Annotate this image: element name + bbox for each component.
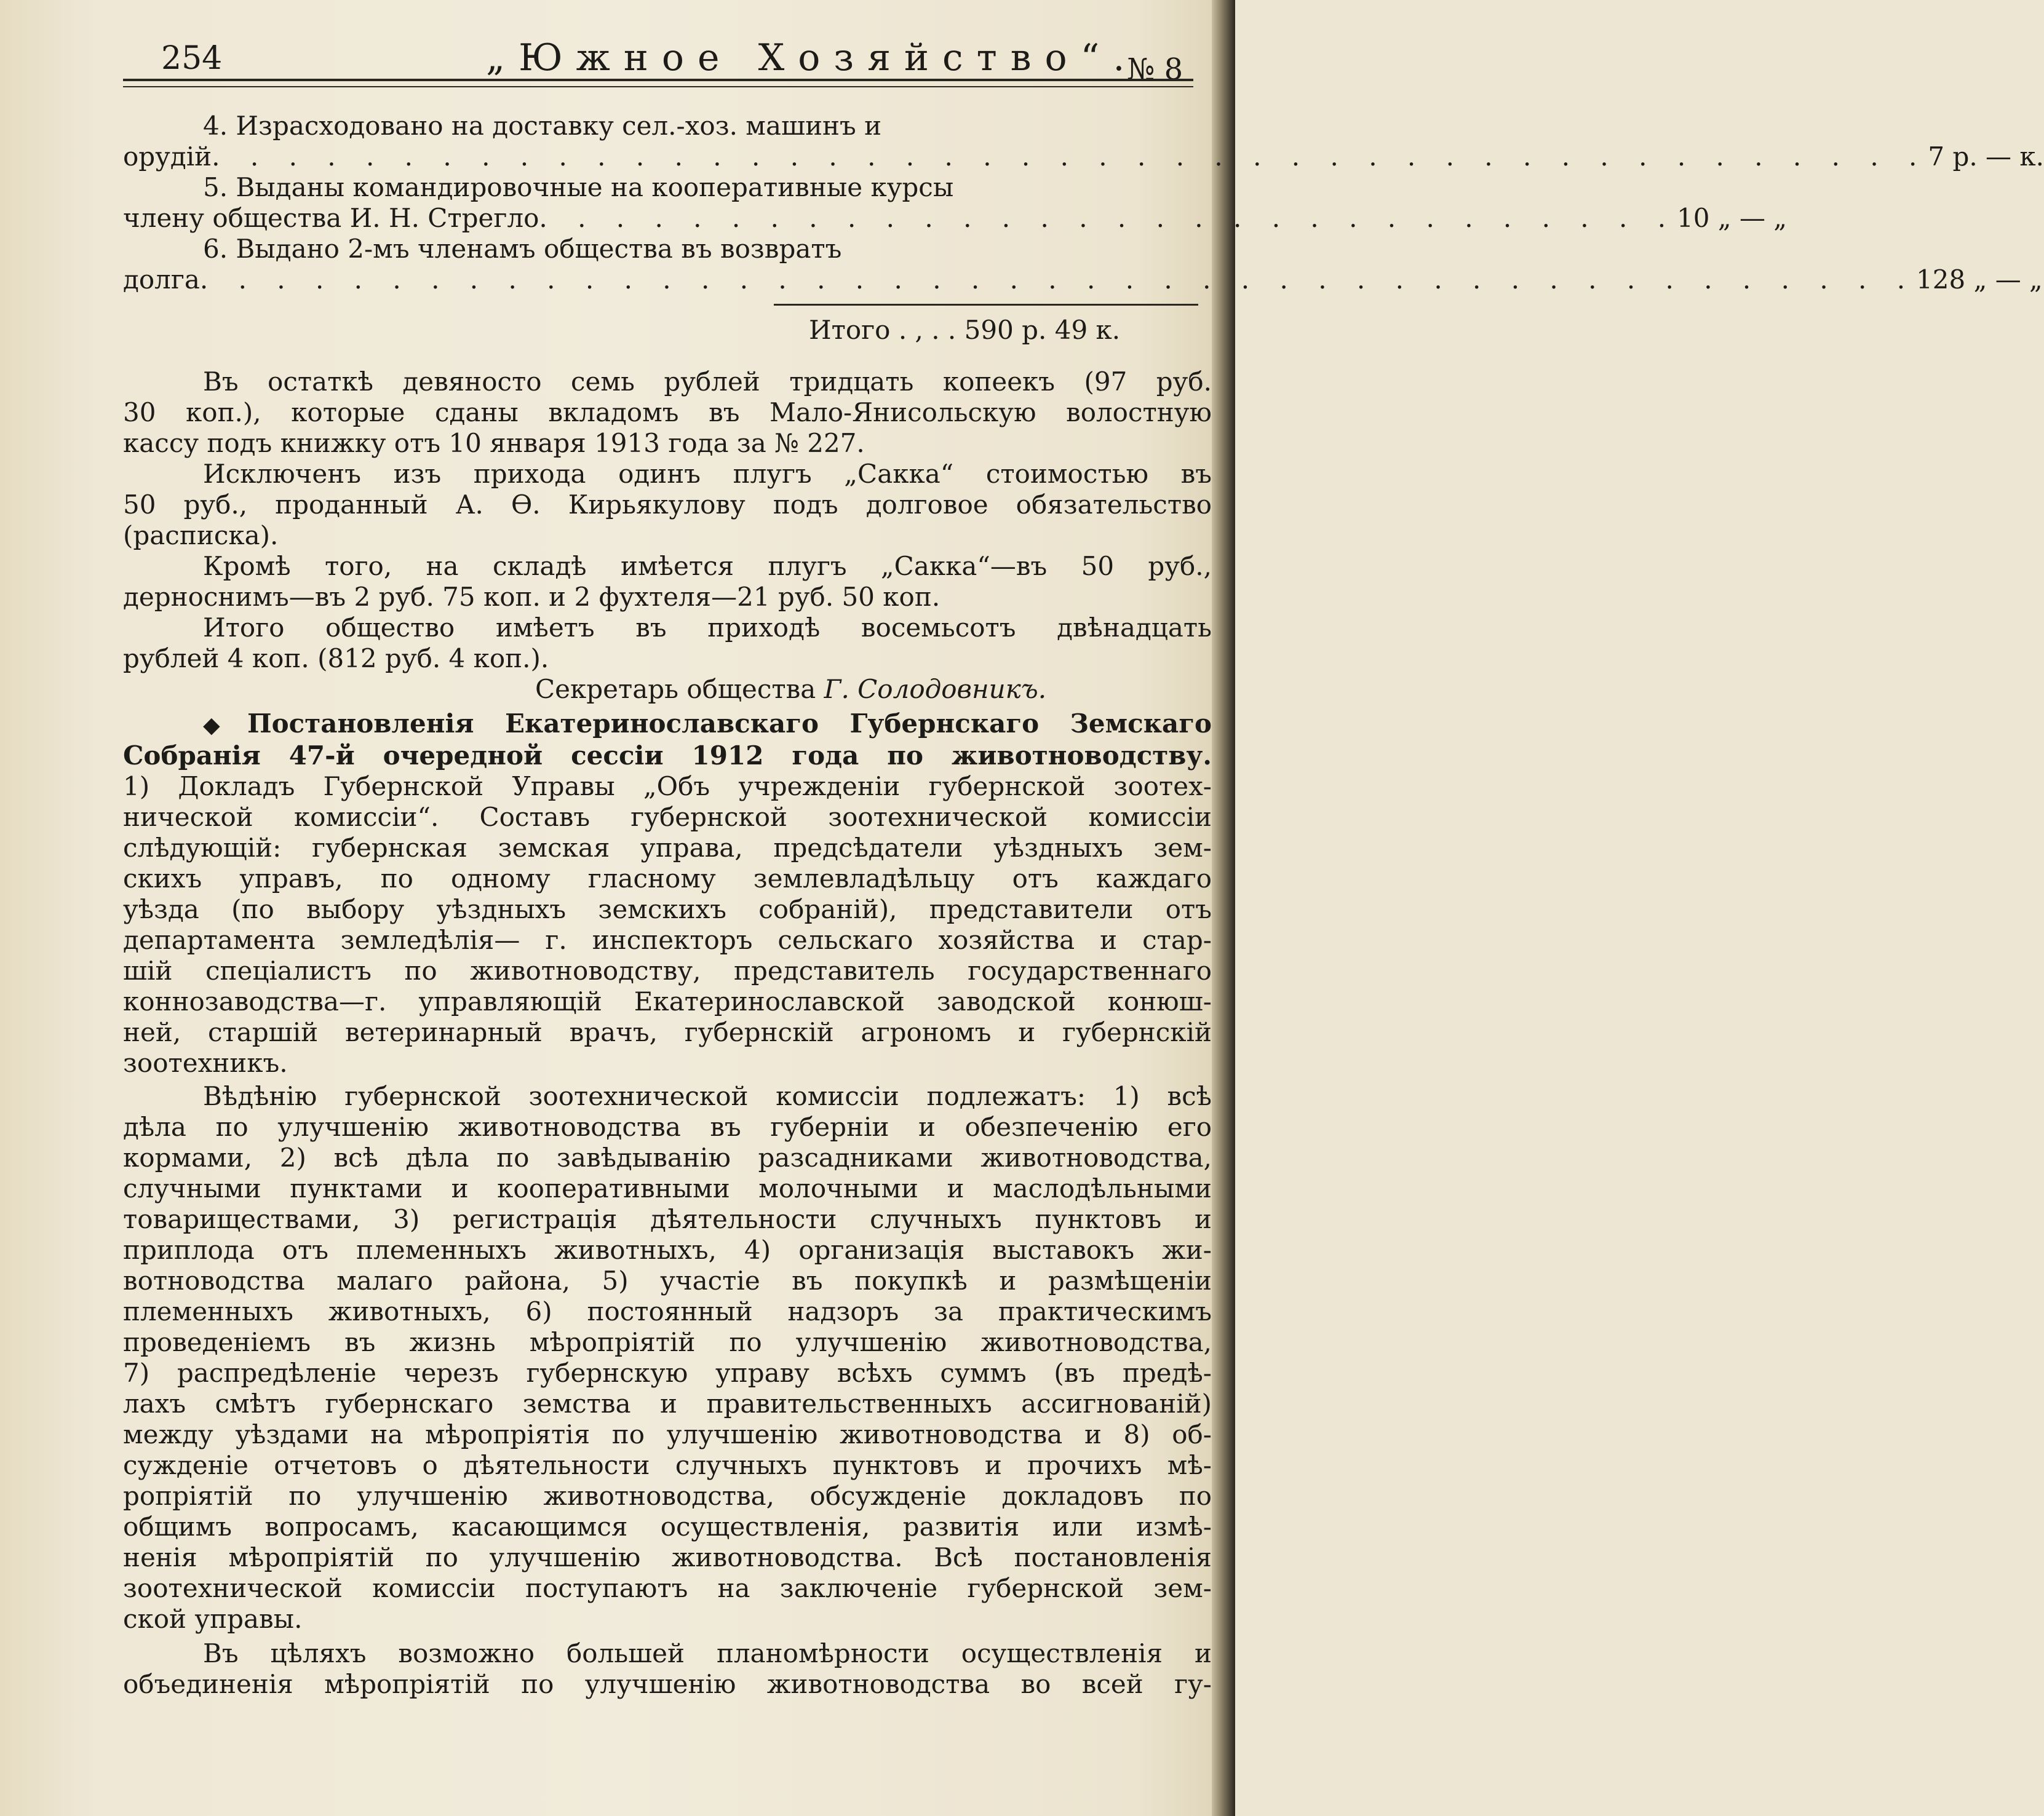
expense-line [123, 264, 2043, 295]
paragraph-line: Кромѣ того, на складѣ имѣется плугъ „Сакка“—въ 50 руб., [203, 551, 1212, 581]
resolution-line: 1) Докладъ Губернской Управы „Объ учрежденіи губернской зоотех- [123, 771, 1212, 801]
paragraph-line: 50 руб., проданный А. Ѳ. Кирьякулову подъ долговое обязательство [123, 490, 1212, 520]
header-rule [123, 79, 1193, 81]
leader-dots: . . . . . . . . . . . . . . . . . . . . . . . . . . . . . . [539, 203, 1677, 233]
duties-line: ненія мѣропріятій по улучшенію животноводства. Всѣ постановленія [123, 1542, 1212, 1572]
resolution-line: слѣдующій: губернская земская управа, предсѣдатели уѣздныхъ зем- [123, 833, 1212, 863]
final-line: объединенія мѣропріятій по улучшенію животноводства во всей гу- [123, 1669, 1212, 1699]
header-rule-thin [123, 86, 1193, 87]
paragraph-line: дерноснимъ—въ 2 руб. 75 коп. и 2 фухтеля—21 руб. 50 коп. [123, 582, 940, 612]
duties-line: вотноводства малаго района, 5) участіе въ покупкѣ и размѣщеніи [123, 1266, 1212, 1296]
duties-line: случными пунктами и кооперативными молочными и маслодѣльными [123, 1173, 1212, 1203]
expense-list [123, 111, 2044, 295]
duties-line: дѣла по улучшенію животноводства въ губерніи и обезпеченію его [123, 1112, 1212, 1142]
duties-line: племенныхъ животныхъ, 6) постоянный надзоръ за практическимъ [123, 1296, 1212, 1326]
expense-line-text: орудій [123, 141, 212, 172]
duties-line: лахъ смѣтъ губернскаго земства и правительственныхъ ассигнованій) [123, 1389, 1212, 1419]
duties-line: Вѣдѣнію губернской зоотехнической комиссіи подлежатъ: 1) всѣ [203, 1081, 1212, 1111]
paragraph-line: Итого общество имѣетъ въ приходѣ восемьсотъ двѣнадцать [203, 613, 1212, 643]
paragraph-line: Въ остаткѣ девяносто семь рублей тридцать копеекъ (97 руб. [203, 367, 1212, 397]
resolution-line: коннозаводства—г. управляющій Екатеринославской заводской конюш- [123, 986, 1212, 1017]
signature-label: Секретарь общества [535, 674, 816, 704]
resolution-heading-line [123, 708, 1212, 740]
paragraph-line: 30 коп.), которые сданы вкладомъ въ Мало-Янисольскую волостную [123, 397, 1212, 427]
resolution-line: нической комиссіи“. Составъ губернской зоотехнической комиссіи [123, 802, 1212, 832]
resolution-line: ней, старшій ветеринарный врачъ, губернскій агрономъ и губернскій [123, 1017, 1212, 1047]
expense-line: 5. Выданы командировочные на кооперативные курсы [203, 172, 954, 202]
resolution-heading-text: Постановленія Екатеринославскаго Губернскаго Земскаго [247, 708, 1212, 739]
page-number: 254 [161, 40, 223, 77]
total-amount: 590 р. 49 к. [964, 315, 1121, 345]
diamond-ornament-icon: ◆ [203, 712, 220, 738]
paragraph-line: рублей 4 коп. (812 руб. 4 коп.). [123, 643, 549, 673]
expense-amount: 128 „ — „ [1916, 264, 2043, 295]
duties-line: кормами, 2) всѣ дѣла по завѣдыванію разсадниками животноводства, [123, 1143, 1212, 1173]
total-row [123, 315, 1212, 346]
report-paragraphs [123, 367, 1212, 705]
duties-line: ропріятій по улучшенію животноводства, обсужденіе докладовъ по [123, 1481, 1212, 1511]
expense-line: 6. Выдано 2-мъ членамъ общества въ возвратъ [203, 234, 842, 264]
final-line: Въ цѣляхъ возможно большей планомѣрности осуществленія и [203, 1638, 1212, 1668]
duties-line: ской управы. [123, 1604, 303, 1634]
expense-amount: 10 „ — „ [1677, 203, 1788, 233]
resolution-line: зоотехникъ. [123, 1048, 288, 1078]
expense-line-text: долга [123, 264, 200, 295]
resolution-line: шій спеціалистъ по животноводству, представитель государственнаго [123, 956, 1212, 986]
expense-line-text: члену общества И. Н. Стрегло [123, 203, 539, 233]
expense-amount: 7 р. — к. [1928, 141, 2044, 172]
resolution-line: департамента земледѣлія— г. инспекторъ сельскаго хозяйства и стар- [123, 925, 1212, 955]
resolution-section [123, 708, 1212, 1700]
paragraph-line: кассу подъ книжку отъ 10 января 1913 года за № 227. [123, 428, 865, 458]
leader-dots: . , . . [898, 315, 964, 345]
duties-line: между уѣздами на мѣропріятія по улучшенію животноводства и 8) об- [123, 1419, 1212, 1449]
resolution-line: скихъ управъ, по одному гласному землевладѣльцу отъ каждаго [123, 863, 1212, 894]
leader-dots: . . . . . . . . . . . . . . . . . . . . . . . . . . . . . . . . . . . . . . . . . . . . . [212, 141, 1928, 172]
issue-number: № 8 [1127, 52, 1183, 87]
duties-line: общимъ вопросамъ, касающимся осуществленія, развитія или измѣ- [123, 1512, 1212, 1542]
signature-name: Г. Солодовникъ. [824, 674, 1047, 704]
resolution-line: уѣзда (по выбору уѣздныхъ земскихъ собраній), представители отъ [123, 894, 1212, 924]
duties-line: проведеніемъ въ жизнь мѣропріятій по улучшенію животноводства, [123, 1327, 1212, 1357]
signature [123, 674, 1212, 705]
paragraph-line: (расписка). [123, 520, 279, 550]
total-rule [774, 304, 1198, 306]
total-label: Итого [809, 315, 891, 345]
resolution-heading-line: Собранія 47-й очередной сессіи 1912 года по животноводству. [123, 740, 1212, 771]
leader-dots: . . . . . . . . . . . . . . . . . . . . . . . . . . . . . . . . . . . . . . . . . . . . . [199, 264, 1917, 295]
duties-line: приплода отъ племенныхъ животныхъ, 4) организація выставокъ жи- [123, 1235, 1212, 1265]
duties-line: 7) распредѣленіе черезъ губернскую управу всѣхъ суммъ (въ предѣ- [123, 1358, 1212, 1388]
expense-line [123, 141, 2044, 172]
expense-line: 4. Израсходовано на доставку сел.-хоз. машинъ и [203, 111, 882, 141]
journal-title: „Южное Хозяйство“. [486, 36, 1139, 79]
paragraph-line: Исключенъ изъ прихода одинъ плугъ „Сакка“ стоимостью въ [203, 459, 1212, 489]
expense-line [123, 203, 1788, 234]
duties-line: сужденіе отчетовъ о дѣятельности случныхъ пунктовъ и прочихъ мѣ- [123, 1450, 1212, 1480]
duties-line: зоотехнической комиссіи поступаютъ на заключеніе губернской зем- [123, 1573, 1212, 1603]
duties-line: товариществами, 3) регистрація дѣятельности случныхъ пунктовъ и [123, 1204, 1212, 1234]
